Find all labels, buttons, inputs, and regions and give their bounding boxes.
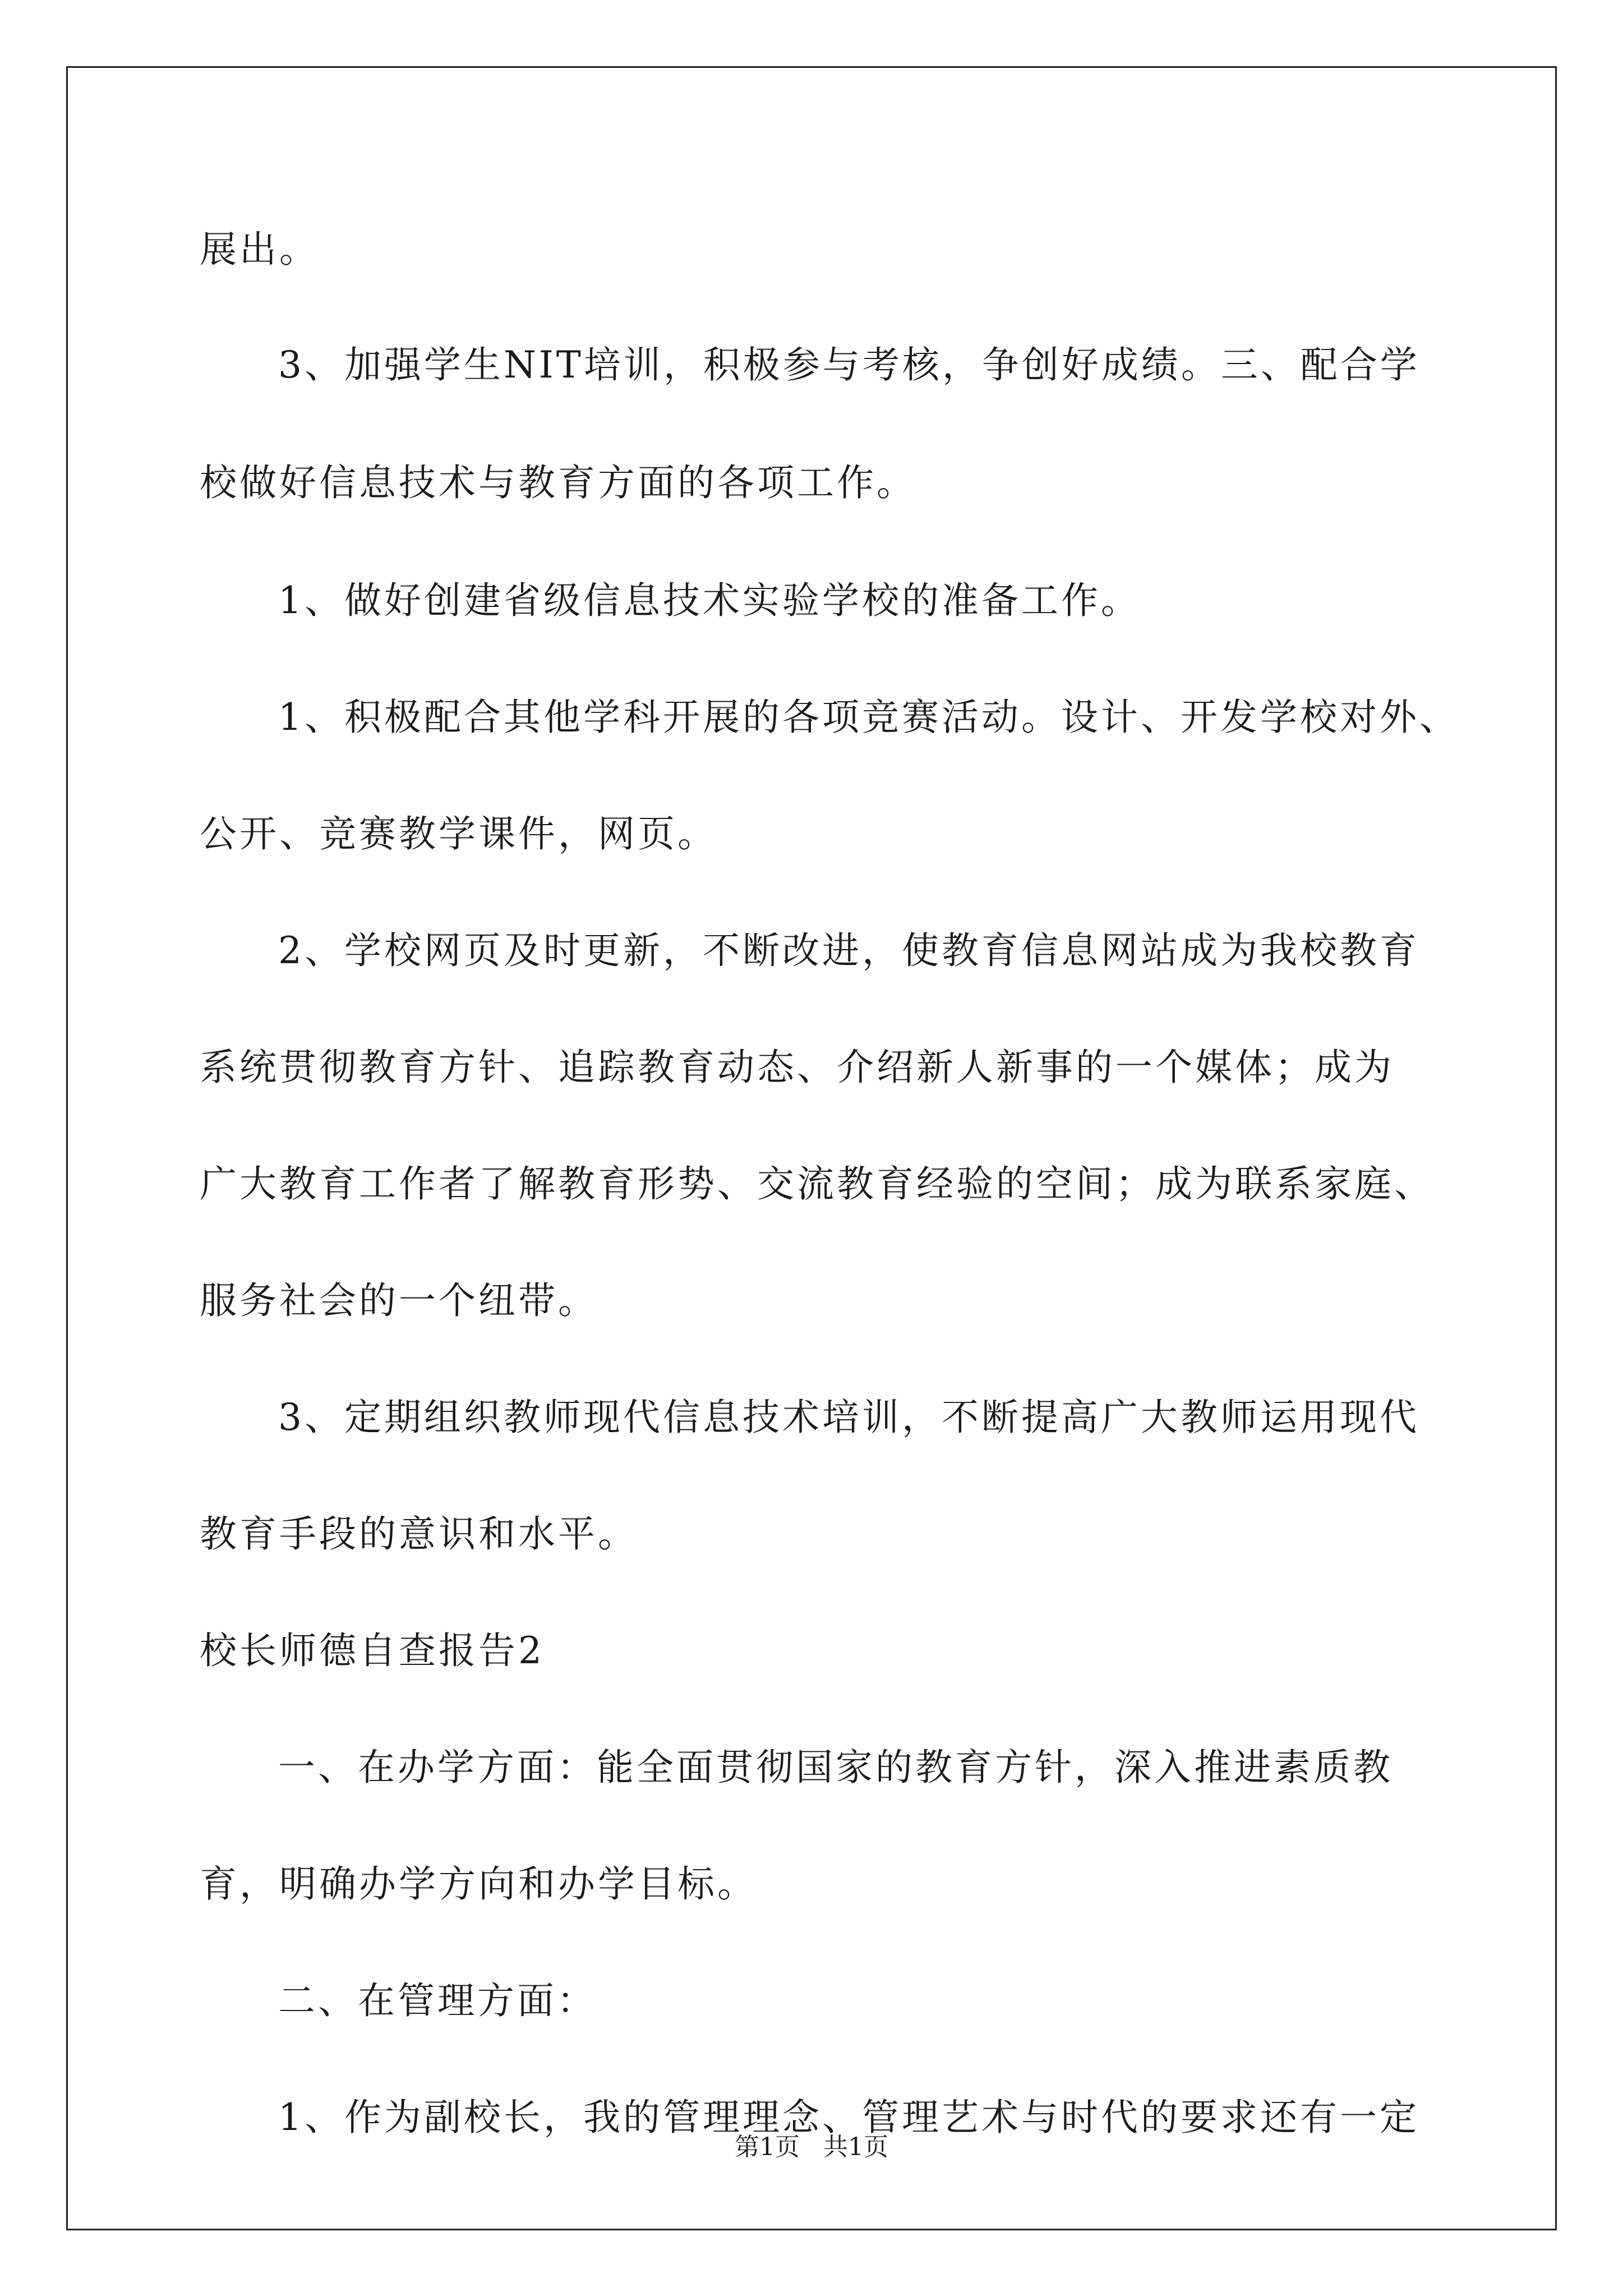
text-line: 教育手段的意识和水平。 <box>200 1512 638 1556</box>
page-footer: 第1页 共1页 <box>735 2133 888 2161</box>
text-line: 广大教育工作者了解教育形势、交流教育经验的空间；成为联系家庭、 <box>200 1162 1434 1205</box>
text-line: 1、作为副校长，我的管理理念、管理艺术与时代的要求还有一定 <box>278 2096 1419 2139</box>
text-line: 育，明确办学方向和办学目标。 <box>200 1862 757 1906</box>
page-frame <box>66 66 1557 2230</box>
text-line: 服务社会的一个纽带。 <box>200 1279 598 1322</box>
section-heading: 校长师德自查报告2 <box>200 1629 545 1672</box>
text-line: 展出。 <box>200 228 319 271</box>
text-line: 3、定期组织教师现代信息技术培训，不断提高广大教师运用现代 <box>278 1396 1419 1439</box>
text-line: 3、加强学生NIT培训，积极参与考核，争创好成绩。三、配合学 <box>278 343 1420 386</box>
text-line: 二、在管理方面： <box>278 1979 597 2022</box>
text-line: 一、在办学方面：能全面贯彻国家的教育方针，深入推进素质教 <box>278 1746 1393 1789</box>
text-line: 系统贯彻教育方针、追踪教育动态、介绍新人新事的一个媒体；成为 <box>200 1046 1394 1089</box>
text-line: 校做好信息技术与教育方面的各项工作。 <box>200 461 916 504</box>
text-line: 2、学校网页及时更新，不断改进，使教育信息网站成为我校教育 <box>278 929 1419 972</box>
text-line: 公开、竞赛教学课件，网页。 <box>200 812 717 855</box>
text-line: 1、做好创建省级信息技术实验学校的准备工作。 <box>278 579 1141 622</box>
text-line: 1、积极配合其他学科开展的各项竞赛活动。设计、开发学校对外、 <box>278 696 1459 739</box>
